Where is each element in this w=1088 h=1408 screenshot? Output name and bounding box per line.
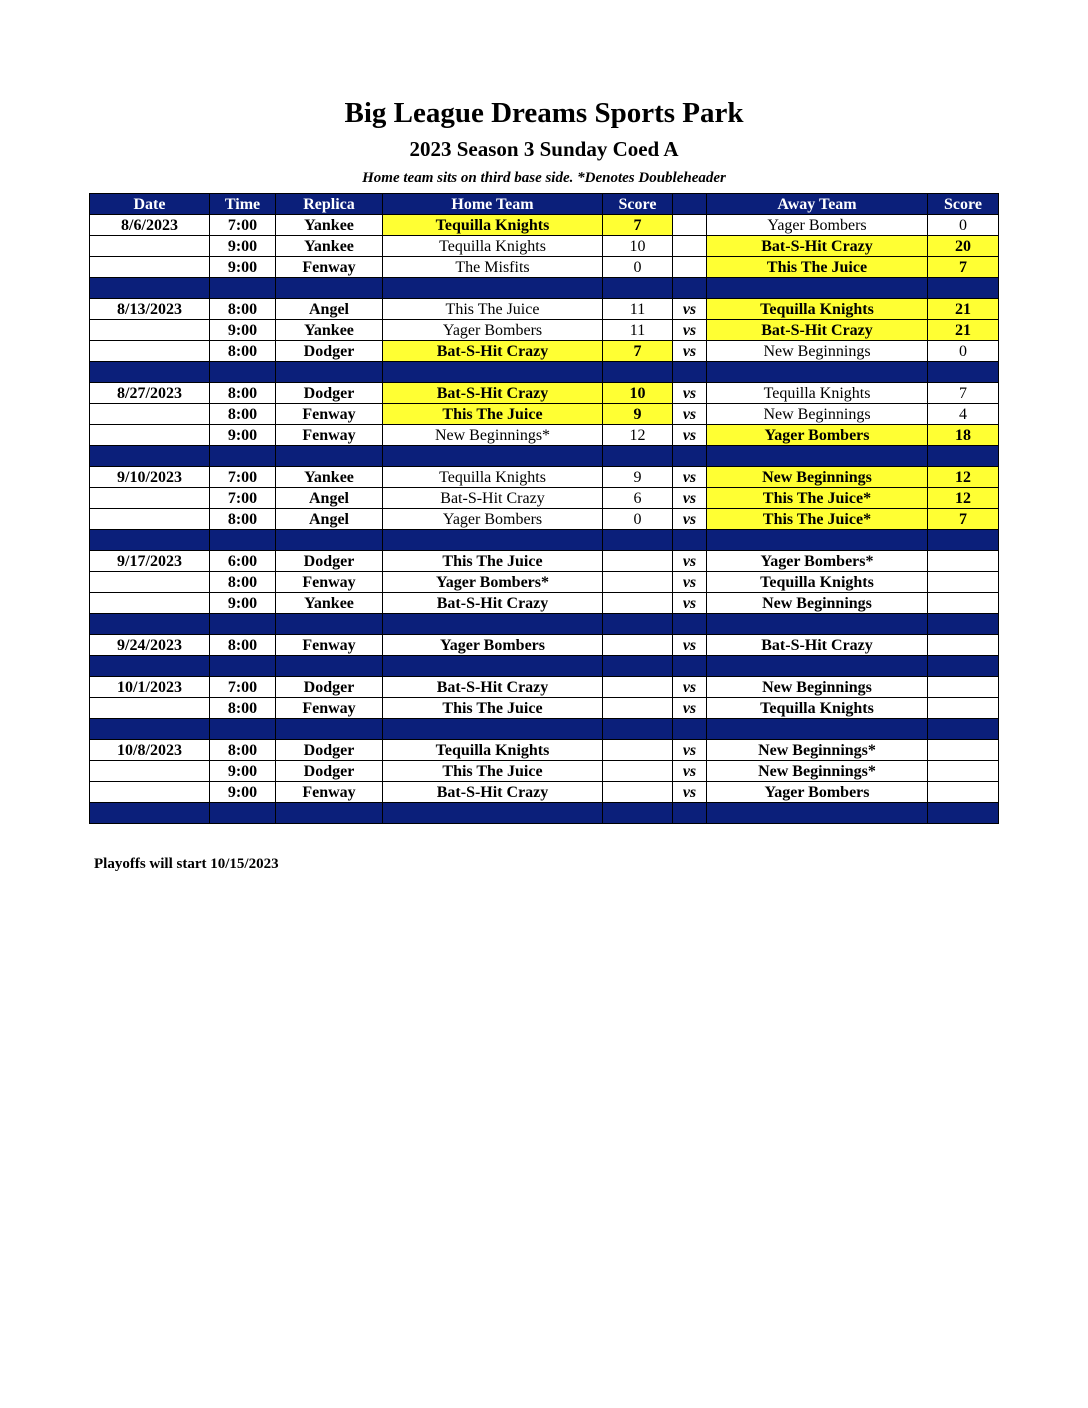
home-score: 11 [603,299,673,320]
game-field: Fenway [276,404,383,425]
vs-label: vs [673,341,707,362]
header-home-score: Score [603,194,673,215]
game-row [90,425,999,446]
game-time: 7:00 [210,467,276,488]
home-score: 7 [603,341,673,362]
home-score [603,635,673,656]
home-score [603,593,673,614]
separator-cell [276,656,383,677]
separator-cell [673,614,707,635]
game-row [90,782,999,803]
home-team: Bat-S-Hit Crazy [383,593,603,614]
separator-cell [276,362,383,383]
separator-cell [673,362,707,383]
game-row [90,740,999,761]
game-date [90,782,210,803]
home-score: 6 [603,488,673,509]
game-field: Dodger [276,383,383,404]
separator-cell [673,446,707,467]
game-field: Dodger [276,341,383,362]
away-score: 4 [928,404,999,425]
home-team: Bat-S-Hit Crazy [383,341,603,362]
away-team: Tequilla Knights [707,299,928,320]
page-title: Big League Dreams Sports Park [344,97,744,129]
vs-label: vs [673,698,707,719]
header-date: Date [90,194,210,215]
game-field: Fenway [276,257,383,278]
vs-label: vs [673,488,707,509]
game-date [90,236,210,257]
home-score: 10 [603,383,673,404]
separator-cell [276,446,383,467]
separator-cell [603,614,673,635]
home-score: 10 [603,236,673,257]
game-time: 8:00 [210,635,276,656]
game-field: Fenway [276,572,383,593]
separator-cell [210,446,276,467]
game-date: 9/17/2023 [90,551,210,572]
separator-cell [90,803,210,824]
game-date [90,320,210,341]
vs-label: vs [673,551,707,572]
away-team: Bat-S-Hit Crazy [707,236,928,257]
separator-cell [383,362,603,383]
home-score [603,740,673,761]
game-row [90,236,999,257]
home-team: Yager Bombers* [383,572,603,593]
separator-cell [210,656,276,677]
away-score: 7 [928,257,999,278]
separator-cell [276,719,383,740]
game-time: 7:00 [210,677,276,698]
separator-cell [928,446,999,467]
away-team: This The Juice [707,257,928,278]
away-team: New Beginnings [707,404,928,425]
home-score: 0 [603,257,673,278]
game-time: 6:00 [210,551,276,572]
separator-cell [383,656,603,677]
home-team: Bat-S-Hit Crazy [383,383,603,404]
away-score: 12 [928,488,999,509]
game-row [90,488,999,509]
separator-cell [928,278,999,299]
home-score [603,677,673,698]
game-field: Angel [276,299,383,320]
away-score [928,740,999,761]
week-separator [90,614,999,635]
separator-cell [707,278,928,299]
game-date: 9/24/2023 [90,635,210,656]
home-score: 9 [603,467,673,488]
separator-cell [707,803,928,824]
separator-cell [383,719,603,740]
game-row [90,404,999,425]
home-team: Yager Bombers [383,320,603,341]
away-team: New Beginnings* [707,740,928,761]
header-away-score: Score [928,194,999,215]
away-score [928,635,999,656]
vs-label: vs [673,782,707,803]
game-field: Dodger [276,677,383,698]
week-separator [90,530,999,551]
separator-cell [603,656,673,677]
home-score: 0 [603,509,673,530]
game-date [90,425,210,446]
away-team: New Beginnings [707,593,928,614]
away-score: 20 [928,236,999,257]
vs-label [673,236,707,257]
away-team: Tequilla Knights [707,383,928,404]
game-field: Angel [276,509,383,530]
game-date [90,488,210,509]
game-row [90,572,999,593]
separator-cell [90,530,210,551]
separator-cell [383,803,603,824]
vs-label [673,257,707,278]
away-team: This The Juice* [707,488,928,509]
header-replica: Replica [276,194,383,215]
game-date: 8/27/2023 [90,383,210,404]
game-field: Dodger [276,551,383,572]
vs-label: vs [673,761,707,782]
game-field: Yankee [276,215,383,236]
game-time: 9:00 [210,257,276,278]
game-field: Yankee [276,593,383,614]
game-date [90,593,210,614]
separator-cell [603,446,673,467]
separator-cell [928,530,999,551]
separator-cell [603,530,673,551]
home-score: 11 [603,320,673,341]
vs-label: vs [673,635,707,656]
home-team: This The Juice [383,761,603,782]
separator-cell [383,278,603,299]
game-row [90,215,999,236]
week-separator [90,278,999,299]
separator-cell [276,803,383,824]
vs-label [673,215,707,236]
header-vs [673,194,707,215]
away-team: Yager Bombers [707,425,928,446]
game-row [90,698,999,719]
game-time: 8:00 [210,341,276,362]
separator-cell [603,803,673,824]
home-team: Bat-S-Hit Crazy [383,782,603,803]
separator-cell [673,278,707,299]
away-score: 21 [928,320,999,341]
away-score [928,698,999,719]
home-team: This The Juice [383,404,603,425]
game-date [90,341,210,362]
away-score [928,782,999,803]
away-team: New Beginnings* [707,761,928,782]
playoffs-note: Playoffs will start 10/15/2023 [94,856,279,872]
away-team: This The Juice* [707,509,928,530]
home-team: Yager Bombers [383,635,603,656]
week-separator [90,719,999,740]
separator-cell [90,278,210,299]
home-team: The Misfits [383,257,603,278]
away-score: 21 [928,299,999,320]
game-time: 9:00 [210,782,276,803]
game-date: 9/10/2023 [90,467,210,488]
schedule-body [90,215,999,824]
game-field: Angel [276,488,383,509]
game-field: Yankee [276,236,383,257]
separator-cell [707,446,928,467]
separator-cell [383,446,603,467]
game-row [90,761,999,782]
away-team: New Beginnings [707,467,928,488]
home-score [603,782,673,803]
game-time: 7:00 [210,488,276,509]
separator-cell [603,362,673,383]
away-team: Yager Bombers [707,782,928,803]
separator-cell [707,362,928,383]
separator-cell [673,656,707,677]
home-team: New Beginnings* [383,425,603,446]
home-team: Bat-S-Hit Crazy [383,677,603,698]
home-score [603,761,673,782]
game-time: 8:00 [210,383,276,404]
header-time: Time [210,194,276,215]
home-score [603,551,673,572]
game-row [90,341,999,362]
game-date [90,404,210,425]
separator-cell [90,362,210,383]
game-time: 9:00 [210,236,276,257]
game-field: Dodger [276,740,383,761]
separator-cell [210,614,276,635]
game-time: 9:00 [210,761,276,782]
game-time: 8:00 [210,299,276,320]
separator-cell [673,719,707,740]
home-team: Tequilla Knights [383,236,603,257]
game-field: Dodger [276,761,383,782]
away-team: Tequilla Knights [707,572,928,593]
vs-label: vs [673,572,707,593]
game-field: Yankee [276,467,383,488]
separator-cell [603,278,673,299]
game-field: Fenway [276,635,383,656]
separator-cell [90,656,210,677]
away-team: Tequilla Knights [707,698,928,719]
game-date: 8/13/2023 [90,299,210,320]
game-row [90,509,999,530]
vs-label: vs [673,404,707,425]
separator-cell [383,614,603,635]
game-time: 9:00 [210,593,276,614]
game-field: Fenway [276,698,383,719]
home-team: Yager Bombers [383,509,603,530]
away-score: 0 [928,215,999,236]
game-date: 8/6/2023 [90,215,210,236]
home-team: This The Juice [383,698,603,719]
header-row [90,194,999,215]
game-time: 8:00 [210,404,276,425]
game-time: 8:00 [210,698,276,719]
home-team: Bat-S-Hit Crazy [383,488,603,509]
away-score [928,593,999,614]
home-team: Tequilla Knights [383,215,603,236]
week-separator [90,656,999,677]
separator-cell [928,719,999,740]
page-subtitle: 2023 Season 3 Sunday Coed A [409,137,679,161]
game-row [90,383,999,404]
separator-cell [673,803,707,824]
separator-cell [928,656,999,677]
separator-cell [210,530,276,551]
vs-label: vs [673,677,707,698]
home-score [603,698,673,719]
header-away-team: Away Team [707,194,928,215]
home-score: 9 [603,404,673,425]
separator-cell [210,362,276,383]
away-score: 7 [928,383,999,404]
game-field: Yankee [276,320,383,341]
separator-cell [90,446,210,467]
game-date: 10/1/2023 [90,677,210,698]
away-team: New Beginnings [707,677,928,698]
game-time: 8:00 [210,572,276,593]
away-score: 18 [928,425,999,446]
game-row [90,257,999,278]
game-date [90,698,210,719]
vs-label: vs [673,299,707,320]
away-score [928,551,999,572]
separator-cell [707,614,928,635]
separator-cell [707,719,928,740]
game-field: Fenway [276,782,383,803]
schedule-table [89,193,999,824]
week-separator [90,362,999,383]
separator-cell [90,719,210,740]
separator-cell [90,614,210,635]
game-row [90,635,999,656]
vs-label: vs [673,740,707,761]
vs-label: vs [673,320,707,341]
home-team: Tequilla Knights [383,740,603,761]
separator-cell [928,614,999,635]
separator-cell [210,278,276,299]
away-score: 0 [928,341,999,362]
game-date [90,257,210,278]
away-team: Yager Bombers [707,215,928,236]
vs-label: vs [673,425,707,446]
separator-cell [210,803,276,824]
home-team: This The Juice [383,551,603,572]
vs-label: vs [673,383,707,404]
game-row [90,299,999,320]
week-separator [90,803,999,824]
game-row [90,320,999,341]
game-row [90,551,999,572]
separator-cell [928,803,999,824]
vs-label: vs [673,509,707,530]
game-row [90,677,999,698]
game-time: 9:00 [210,320,276,341]
home-score: 12 [603,425,673,446]
game-date: 10/8/2023 [90,740,210,761]
separator-cell [383,530,603,551]
game-date [90,509,210,530]
home-score: 7 [603,215,673,236]
separator-cell [928,362,999,383]
separator-cell [276,278,383,299]
separator-cell [603,719,673,740]
game-time: 8:00 [210,509,276,530]
away-team: Yager Bombers* [707,551,928,572]
game-row [90,467,999,488]
game-date [90,572,210,593]
away-score [928,761,999,782]
home-team: This The Juice [383,299,603,320]
separator-cell [210,719,276,740]
away-score [928,677,999,698]
separator-cell [276,614,383,635]
week-separator [90,446,999,467]
away-score [928,572,999,593]
vs-label: vs [673,467,707,488]
separator-cell [673,530,707,551]
game-row [90,593,999,614]
away-score: 12 [928,467,999,488]
header-home-team: Home Team [383,194,603,215]
away-team: New Beginnings [707,341,928,362]
separator-cell [707,656,928,677]
game-time: 9:00 [210,425,276,446]
away-team: Bat-S-Hit Crazy [707,320,928,341]
doubleheader-note: Home team sits on third base side. *Denotes Doubleheader [362,170,726,186]
game-date [90,761,210,782]
home-team: Tequilla Knights [383,467,603,488]
away-team: Bat-S-Hit Crazy [707,635,928,656]
game-time: 7:00 [210,215,276,236]
home-score [603,572,673,593]
separator-cell [276,530,383,551]
game-time: 8:00 [210,740,276,761]
separator-cell [707,530,928,551]
game-field: Fenway [276,425,383,446]
away-score: 7 [928,509,999,530]
vs-label: vs [673,593,707,614]
